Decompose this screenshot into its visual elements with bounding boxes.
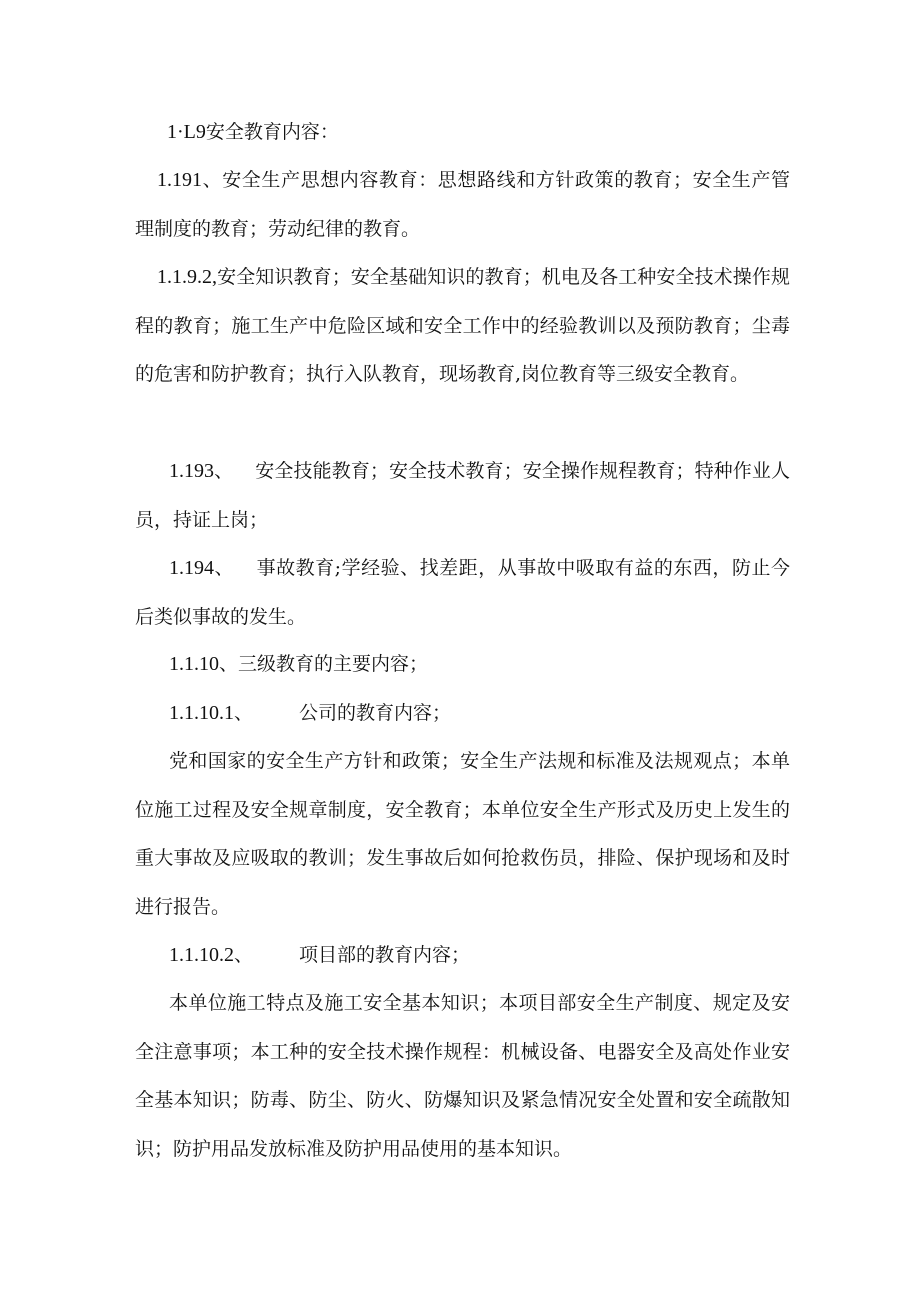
paragraph-1-1-9-1: [135, 156, 790, 253]
section-number: 1.1.10.2: [169, 944, 234, 966]
paragraph-text: 安全知识教育；安全基础知识的教育；机电及各工种安全技术操作规程的教育；施工生产中危险区域和安全工作中的经验教训以及预防教育；尘毒的危害和防护教育；执行入队教育，现场教育,岗位教育等三级安全教育。: [135, 266, 790, 385]
section-number: 1·L9: [167, 121, 206, 143]
paragraph-1-1-9-3: [135, 447, 790, 544]
section-heading-1-1-10-2: [135, 931, 790, 980]
separator: 、: [234, 702, 254, 724]
paragraph-text: 事故教育;学经验、找差距，从事故中吸取有益的东西，防止今后类似事故的发生。: [135, 557, 790, 628]
separator: 、: [219, 653, 239, 675]
separator: 、: [214, 460, 234, 482]
separator: 、: [214, 557, 235, 579]
section-heading-1-1-9: [135, 108, 790, 157]
paragraph-text: 、安全生产思想内容教育：思想路线和方针政策的教育；安全生产管理制度的教育；劳动纪律的教育。: [135, 169, 790, 240]
section-title: 公司的教育内容；: [299, 702, 452, 724]
section-title: 项目部的教育内容；: [299, 944, 471, 966]
section-title: 安全教育内容：: [205, 121, 339, 143]
section-number: 1.194: [169, 557, 214, 579]
section-number: 1.193: [169, 460, 214, 482]
paragraph-1-1-9-2: [135, 253, 790, 399]
section-number: 1.1.10.1: [169, 702, 234, 724]
paragraph-1-1-10-1-body: [135, 737, 790, 931]
paragraph-text: 本单位施工特点及施工安全基本知识；本项目部安全生产制度、规定及安全注意事项；本工种的安全技术操作规程：机械设备、电器安全及高处作业安全基本知识；防毒、防尘、防火、防爆知识及紧急情况安全处置和安全疏散知识；防护用品发放标准及防护用品使用的基本知识。: [135, 992, 790, 1160]
paragraph-1-1-9-4: [135, 544, 790, 641]
paragraph-text: 党和国家的安全生产方针和政策；安全生产法规和标准及法规观点；本单位施工过程及安全规章制度，安全教育；本单位安全生产形式及历史上发生的重大事故及应吸取的教训；发生事故后如何抢救伤员，排险、保护现场和及时进行报告。: [135, 750, 790, 918]
section-number: 1.191: [157, 169, 202, 191]
paragraph-1-1-10-2-body: [135, 979, 790, 1173]
section-heading-1-1-10: [135, 640, 790, 689]
separator: 、: [234, 944, 254, 966]
section-heading-1-1-10-1: [135, 689, 790, 738]
paragraph-text: 安全技能教育；安全技术教育；安全操作规程教育；特种作业人员，持证上岗；: [135, 460, 790, 531]
section-number: 1.1.10: [169, 653, 219, 675]
section-title: 三级教育的主要内容；: [238, 653, 429, 675]
section-number: 1.1.9.2,: [157, 266, 217, 288]
